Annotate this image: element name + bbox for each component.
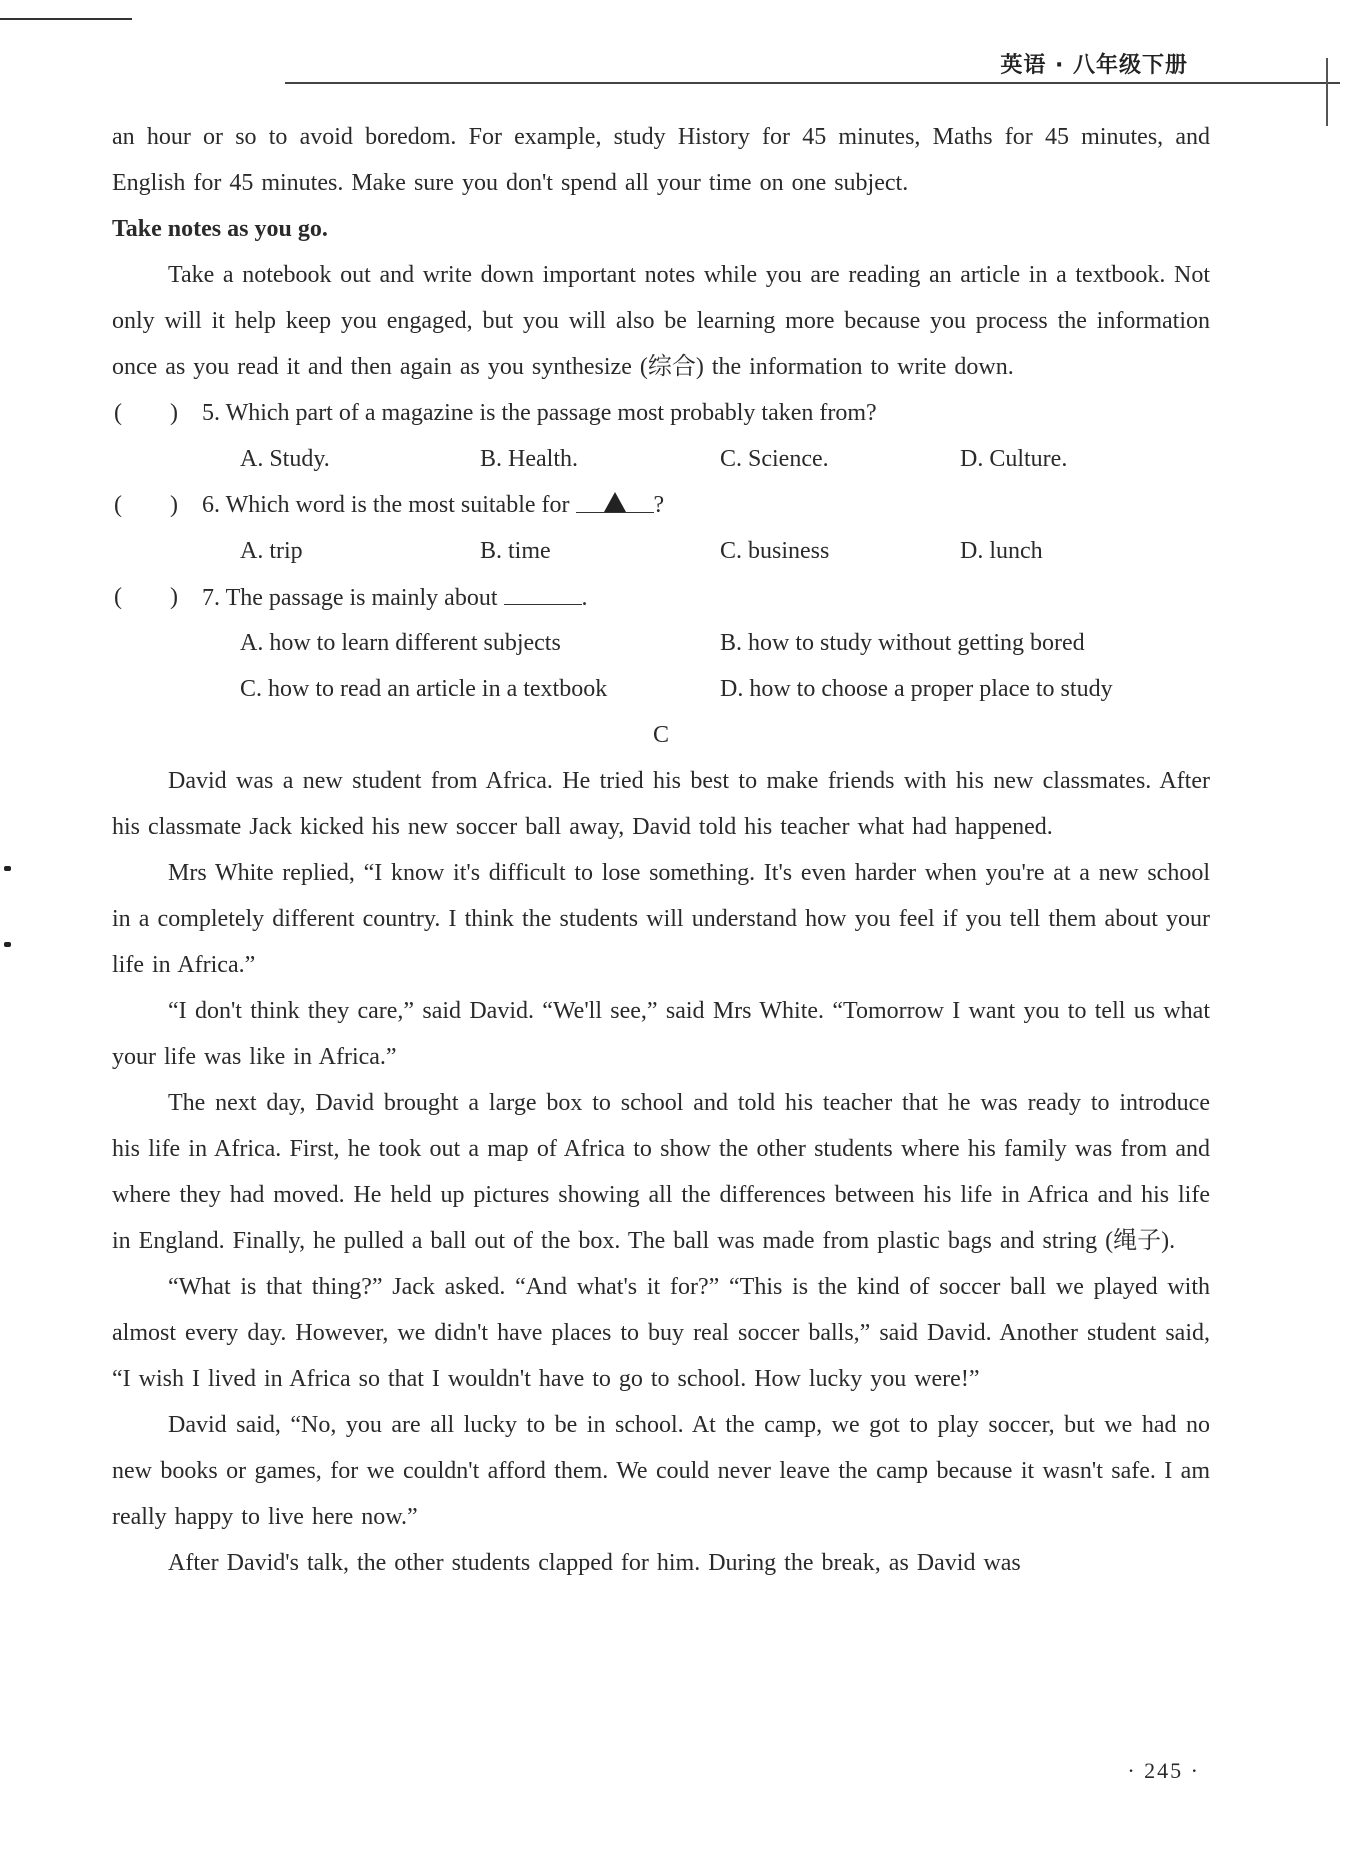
question-7 xyxy=(112,574,1210,620)
question-7-options-row-2 xyxy=(112,666,1210,712)
question-5 xyxy=(112,390,1210,436)
page-header xyxy=(0,40,1340,84)
header-rule xyxy=(285,82,1340,84)
passage-letter: C xyxy=(652,722,669,748)
option-b[interactable]: B. Health. xyxy=(480,446,578,472)
question-7-options-row-1 xyxy=(112,620,1210,666)
option-a[interactable]: A. Study. xyxy=(240,446,330,472)
page-number: · 245 · xyxy=(1127,1758,1200,1783)
question-stem-end: . xyxy=(581,585,588,611)
option-a[interactable]: A. how to learn different subjects xyxy=(240,630,561,656)
section-heading: Take notes as you go. xyxy=(112,216,328,242)
passage-c-paragraph: “What is that thing?” Jack asked. “And what's it for?” “This is the kind of soccer ball we played with almost every day. However, we didn't have places to buy real soccer balls,” said David. Another student said, “I wish I lived in Africa so that I wouldn't have to go to school. How lucky you were!” xyxy=(112,1274,1210,1392)
passage-c-paragraph: “I don't think they care,” said David. “We'll see,” said Mrs White. “Tomorrow I want you to tell us what your life was like in Africa.” xyxy=(112,998,1210,1070)
question-6-options xyxy=(112,528,1210,574)
answer-paren[interactable]: ( ) xyxy=(114,492,178,518)
passage-c-paragraph: David was a new student from Africa. He tried his best to make friends with his new classmates. After his classmate Jack kicked his new soccer ball away, David told his teacher what had happened. xyxy=(112,768,1210,840)
answer-blank xyxy=(504,574,582,605)
option-c[interactable]: C. how to read an article in a textbook xyxy=(240,676,608,702)
option-c[interactable]: C. Science. xyxy=(720,446,829,472)
question-stem-text: 7. The passage is mainly about xyxy=(202,585,498,611)
triangle-icon xyxy=(604,492,626,512)
question-stem xyxy=(202,574,588,621)
question-stem-text: 6. Which word is the most suitable for xyxy=(202,492,570,518)
option-a[interactable]: A. trip xyxy=(240,538,303,564)
option-b[interactable]: B. how to study without getting bored xyxy=(720,630,1085,656)
book-title: 英语 · 八年级下册 xyxy=(1000,53,1188,78)
page-content xyxy=(112,114,1210,1586)
question-6 xyxy=(112,482,1210,528)
question-stem-end: ? xyxy=(653,492,665,518)
header-vertical-rule xyxy=(1326,58,1328,126)
question-stem: 5. Which part of a magazine is the passage most probably taken from? xyxy=(202,400,877,426)
option-d[interactable]: D. how to choose a proper place to study xyxy=(720,676,1113,702)
top-left-rule xyxy=(0,18,132,20)
answer-paren[interactable]: ( ) xyxy=(114,584,178,610)
question-stem xyxy=(202,482,664,528)
margin-mark xyxy=(4,866,11,871)
passage-c-paragraph: The next day, David brought a large box to school and told his teacher that he was ready to introduce his life in Africa. First, he took out a map of Africa to show the other students where his family was from and where they had moved. He held up pictures showing all the differences between his life in Africa and his life in England. Finally, he pulled a ball out of the box. The ball was made from plastic bags and string (绳子). xyxy=(112,1090,1210,1254)
option-d[interactable]: D. Culture. xyxy=(960,446,1068,472)
option-b[interactable]: B. time xyxy=(480,538,551,564)
option-c[interactable]: C. business xyxy=(720,538,830,564)
passage-c-paragraph: Mrs White replied, “I know it's difficult to lose something. It's even harder when you're at a new school in a completely different country. I think the students will understand how you feel if you tell them about your life in Africa.” xyxy=(112,860,1210,978)
passage-b-continuation: an hour or so to avoid boredom. For example, study History for 45 minutes, Maths for 45 minutes, and English for 45 minutes. Make sure you don't spend all your time on one subject. xyxy=(112,124,1210,196)
blank-with-triangle xyxy=(576,482,654,513)
option-d[interactable]: D. lunch xyxy=(960,538,1043,564)
margin-mark xyxy=(4,942,11,947)
question-5-options xyxy=(112,436,1210,482)
passage-c-paragraph: David said, “No, you are all lucky to be in school. At the camp, we got to play soccer, but we had no new books or games, for we couldn't afford them. We could never leave the camp because it wasn't safe. I am really happy to live here now.” xyxy=(112,1412,1210,1530)
answer-paren[interactable]: ( ) xyxy=(114,400,178,426)
passage-b-paragraph: Take a notebook out and write down important notes while you are reading an article in a textbook. Not only will it help keep you engaged, but you will also be learning more because you process the information once as you read it and then again as you synthesize (综合) the information to write down. xyxy=(112,262,1210,380)
passage-c-paragraph: After David's talk, the other students clapped for him. During the break, as David was xyxy=(168,1550,1021,1576)
